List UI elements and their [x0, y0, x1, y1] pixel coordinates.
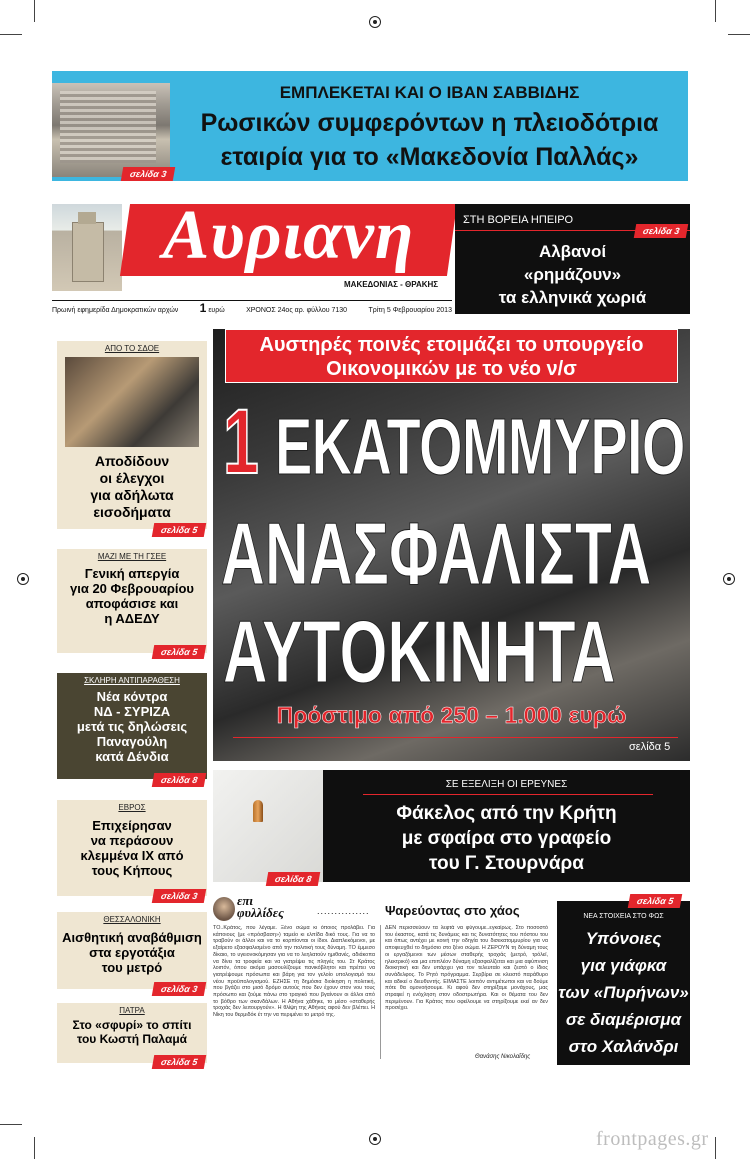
sidebar-page-ref[interactable]: σελίδα 5: [152, 523, 207, 537]
halandri-story[interactable]: [557, 896, 690, 1065]
crete-kicker: ΣΕ ΕΞΕΛΙΞΗ ΟΙ ΕΡΕΥΝΕΣ: [445, 779, 568, 790]
halandri-page-ref[interactable]: σελίδα 5: [628, 894, 683, 908]
banner-kicker: ΕΜΠΛΕΚΕΤΑΙ ΚΑΙ Ο ΙΒΑΝ ΣΑΒΒΙΔΗΣ: [279, 83, 580, 102]
column-text-right: ΔΕΝ περισσεύουν τα λεφτά να φύγουμε..εγκαίρως. Στο ποσοστό του έκαστος, κατά τις δυνάμεις και τις δυνατότητες του πόστου του και όπως αντέχει με κοινή την οδηγία του δισεκατομμυρίου για να αποφευχθεί το δημόσιο στο ξένο σώμα. Η ΖΕΡΟΥΝ τη δύναμη τους οι εργαζόμενοι των μέσων σταθερής τροχιάς (μετρό, τρόλεϊ, ηλεκτρικό) και μια επιπλέον δύναμη εξασφαλίζεται και μια αφύπνιση διοικητική και δεν υπάρχει για τον τελευταίο και ζεστό ο ίδιος συνάδελφος. Το Ρητό πρόγραμμα. Σερβίρει σε κλειστό παράθυρο και αδικεί ο διευθυντής. ΕΙΜΑΣΤΕ λοιπόν αντιμέτωποι και να δούμε πότε θα ομονοήσουμε. Κι αφού δεν στηρίξαμε μονάχους, μας στραφεί η ενόχληση στον οδοστρωτήρα. Και οι θέματα του δεν περιμένουν. Για Κράτος που οφείλουμε να στηρίξουμε εκεί αν δεν προσέχει.: [385, 925, 548, 1012]
sidebar-kicker: ΕΒΡΟΣ: [118, 803, 146, 812]
sidebar-kicker: ΑΠΟ ΤΟ ΣΔΟΕ: [104, 344, 160, 353]
sidebar-page-ref[interactable]: σελίδα 3: [152, 889, 207, 903]
epirus-headline-line3: τα ελληνικά χωριά: [498, 288, 647, 307]
main-story[interactable]: [213, 329, 690, 761]
sidebar-title-line: Νέα κόντρα: [96, 689, 168, 704]
halandri-line3: των «Πυρήνων»: [558, 983, 689, 1002]
main-pre-line2: Οικονομικών με το νέο ν/σ: [326, 358, 577, 380]
sidebar-title-line: Στο «σφυρί» το σπίτι: [72, 1018, 192, 1032]
top-banner: [52, 71, 688, 181]
halandri-line1: Υπόνοιες: [585, 929, 662, 948]
main-pre-headline: [225, 329, 678, 383]
masthead-tagline: Πρωινή εφημερίδα Δημοκρατικών αρχών: [52, 307, 179, 314]
sidebar-title-line: μετά τις δηλώσεις: [76, 719, 188, 734]
main-page-ref[interactable]: σελίδα 5: [629, 741, 671, 753]
sidebar-title-line: αποφάσισε και: [85, 596, 179, 611]
main-headline-line3: ΑΥΤΟΚΙΝΗΤΑ: [223, 602, 616, 701]
crete-story[interactable]: [213, 770, 690, 882]
sidebar-item-metro[interactable]: [57, 912, 207, 994]
crete-line2: με σφαίρα στο γραφείο: [401, 828, 612, 849]
bullet-icon: [253, 800, 263, 822]
crete-rule: [363, 794, 653, 795]
crop-mark: [728, 34, 750, 35]
sidebar-item-strike[interactable]: [57, 549, 207, 657]
epirus-headline-line1: Αλβανοί: [538, 242, 607, 261]
sidebar-title-line: να περάσουν: [90, 833, 174, 848]
sidebar-item-patra[interactable]: [57, 1003, 207, 1067]
sidebar-title-line: του Κωστή Παλαμά: [76, 1032, 188, 1046]
masthead-date: Τρίτη 5 Φεβρουαρίου 2013: [368, 307, 452, 314]
watermark: frontpages.gr: [596, 1128, 709, 1150]
sidebar-title: [57, 1018, 207, 1046]
column-divider: [380, 925, 381, 1059]
masthead-price-number: 1: [199, 301, 207, 315]
crop-mark: [715, 1137, 716, 1159]
epirus-page-ref[interactable]: σελίδα 3: [634, 224, 689, 238]
main-subline-rule: [233, 737, 678, 738]
banner-photo: [52, 83, 170, 177]
main-headline-line1: ΕΚΑΤΟΜΜΥΡΙΟ: [275, 402, 685, 491]
banner-headline-line2: εταιρία για το «Μακεδονία Παλλάς»: [220, 143, 639, 171]
registration-mark-bottom: [369, 1133, 381, 1145]
masthead-price-unit: ευρώ: [208, 307, 225, 314]
column-title: Ψαρεύοντας στο χάος: [385, 903, 520, 918]
sidebar-title-line: για 20 Φεβρουαρίου: [70, 581, 194, 596]
sidebar-title-line: Παναγούλη: [96, 734, 168, 749]
column-text-left: ΤΟ..Κράτος, που λέγαμε. Ξένο σώμα κι όποιος προλάβει. Για κάποιους (με «πρόσβαση») ταμείο κι ελπίδα δικό τους. Για να το τραβούν οι άλλοι και να το κορπίονται οι ίδιοι. Διαπλεκόμενοι, με εξαίρετο εξασφαλισμένο από την πολιτική τους δύναμη. ΤΟ έμμεσο δίκαιο, το υγειονοκόμησαν για να το λεηλατούν ημιθανές, αδιάκοπα να δίνει τα τροφεία και να γιατρέψει τις πληγές του. Στ Κράτος λοιπόν, όπου ακόμα μασουλίζουμε πανικόβλητοι και πρέπει να γιατρέψουμε πρόσωπα και βάρη για τον γελοίο υπολογισμό του νέου προϋπολογισμού. ΕΖΗΣΕ τη δημόσια διοίκηση η πολιτική, που βγάζει στο μισό δρόμο αυτούς που δεν έχουν στον νου τους πρόσωπο και ζούμε πάνω στο τραγικό που βγαίνουν οι άλλοι από το βόθρο των σκανδάλων. Η Αθήνα χάθηκε, το μέσο «σταθερής τροχιάς δεν λειτουργούν». Η θλίψη της Αθήνας αφού δεν βλέπει. Η Νίκη του θερμιδόκ έτ την να περιμένει το μετρό της.: [213, 925, 375, 1019]
sidebar-item-nd-syriza[interactable]: [57, 673, 207, 785]
halandri-headline: [557, 925, 690, 1060]
white-tower-photo: [52, 204, 122, 291]
crete-line3: του Γ. Στουρνάρα: [429, 853, 584, 874]
crop-mark: [0, 34, 22, 35]
registration-mark-top: [369, 16, 381, 28]
sidebar-title: [57, 930, 207, 975]
column-author: Θανάσης Νικολαΐδης: [475, 1054, 531, 1060]
masthead-issue: ΧΡΟΝΟΣ 24ος αρ. φύλλου 7130: [246, 307, 348, 314]
sidebar-title: [57, 818, 207, 878]
sidebar-title-line: Αποδίδουν: [94, 453, 170, 469]
sidebar-photo-inspection: [65, 357, 199, 447]
halandri-line5: στο Χαλάνδρι: [568, 1037, 679, 1056]
sidebar-title-line: κλεμμένα ΙΧ από: [80, 848, 184, 863]
sidebar-kicker: ΠΑΤΡΑ: [119, 1006, 145, 1015]
main-number: 1: [223, 391, 259, 493]
sidebar-title-line: οι έλεγχοι: [99, 470, 165, 486]
sidebar-title-line: Γενική απεργία: [84, 566, 180, 581]
masthead-info-line: [52, 301, 452, 315]
masthead-region: ΜΑΚΕΔΟΝΙΑΣ - ΘΡΑΚΗΣ: [344, 280, 439, 289]
main-pre-line1: Αυστηρές ποινές ετοιμάζει το υπουργείο: [259, 334, 644, 356]
sidebar-title-line: Αισθητική αναβάθμιση: [62, 930, 202, 945]
banner-headline-line1: Ρωσικών συμφερόντων η πλειοδότρια: [200, 109, 659, 137]
sidebar-title-line: εισοδήματα: [93, 504, 171, 520]
banner-page-ref[interactable]: σελίδα 3: [121, 167, 176, 181]
sidebar-title-line: για αδήλωτα: [90, 487, 174, 503]
author-avatar: [213, 897, 235, 921]
sidebar-title-line: του μετρό: [101, 960, 163, 975]
sidebar-title: [57, 689, 207, 764]
halandri-kicker: ΝΕΑ ΣΤΟΙΧΕΙΑ ΣΤΟ ΦΩΣ: [583, 913, 664, 920]
masthead-title: Αυριανη: [162, 197, 415, 274]
halandri-line2: για γιάφκα: [580, 956, 667, 975]
sidebar-title: [57, 453, 207, 521]
sidebar-title-line: ΝΔ - ΣΥΡΙΖΑ: [93, 704, 171, 719]
epirus-headline-line2: «ρημάζουν»: [523, 265, 622, 284]
crete-headline: [323, 801, 690, 876]
crop-mark: [34, 1137, 35, 1159]
column-logo: [237, 895, 284, 919]
sidebar-title-line: Επιχείρησαν: [92, 818, 172, 833]
sidebar-kicker: ΜΑΖΙ ΜΕ ΤΗ ΓΣΕΕ: [97, 552, 167, 561]
crop-mark: [0, 1124, 22, 1125]
sidebar-page-ref[interactable]: σελίδα 8: [152, 773, 207, 787]
sidebar-page-ref[interactable]: σελίδα 5: [152, 1055, 207, 1069]
opinion-column[interactable]: [213, 895, 548, 1067]
sidebar-item-evros[interactable]: [57, 800, 207, 901]
sidebar-title-line: στα εργοτάξια: [89, 945, 175, 960]
sidebar-page-ref[interactable]: σελίδα 5: [152, 645, 207, 659]
crop-mark: [715, 0, 716, 22]
column-dots: ...............: [317, 906, 370, 916]
crete-page-ref[interactable]: σελίδα 8: [266, 872, 321, 886]
sidebar-title: [57, 566, 207, 626]
main-headline-line2: ΑΝΑΣΦΑΛΙΣΤΑ: [221, 504, 652, 603]
sidebar-title-line: η ΑΔΕΔΥ: [104, 611, 160, 626]
envelope-photo: [213, 770, 323, 882]
main-subline: Πρόστιμο από 250 – 1.000 ευρώ: [276, 702, 627, 728]
registration-mark-left: [17, 573, 29, 585]
column-logo-top: επι: [237, 893, 254, 908]
epirus-box[interactable]: [455, 204, 690, 314]
halandri-line4: σε διαμέρισμα: [565, 1010, 682, 1029]
registration-mark-right: [723, 573, 735, 585]
crete-line1: Φάκελος από την Κρήτη: [396, 803, 617, 824]
sidebar-title-line: τους Κήπους: [91, 863, 173, 878]
column-logo-bottom: φυλλίδες: [237, 905, 284, 920]
masthead: [52, 197, 452, 315]
sidebar-item-sdoe[interactable]: [57, 341, 207, 535]
sidebar-kicker: ΣΚΛΗΡΗ ΑΝΤΙΠΑΡΑΘΕΣΗ: [84, 676, 180, 685]
sidebar-kicker: ΘΕΣΣΑΛΟΝΙΚΗ: [103, 915, 161, 924]
crop-mark: [34, 0, 35, 22]
sidebar-page-ref[interactable]: σελίδα 3: [152, 982, 207, 996]
epirus-kicker: ΣΤΗ ΒΟΡΕΙΑ ΗΠΕΙΡΟ: [463, 214, 574, 226]
sidebar-title-line: κατά Δένδια: [95, 749, 169, 764]
